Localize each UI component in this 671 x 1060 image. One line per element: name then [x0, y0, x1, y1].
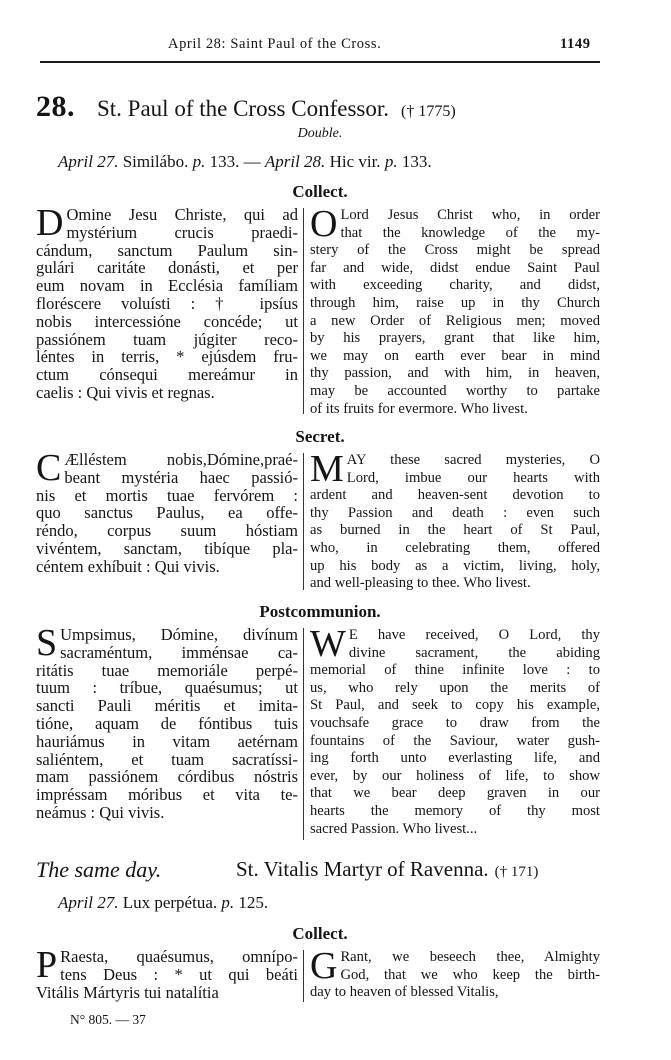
text-line: that we bear deep graven in our — [310, 785, 600, 802]
same-day-death-year: († 171) — [494, 864, 539, 880]
text-line: sacraméntum, imménsae ca- — [60, 642, 298, 662]
text-line: by his prayers, grant that like him, — [310, 330, 600, 347]
same-day-saint — [236, 857, 538, 882]
text-line: floréscere voluísti : † ipsíus — [36, 293, 298, 313]
column-divider — [303, 628, 304, 840]
text-line: mystérium crucis praedi- — [66, 222, 298, 242]
text-line: hearts the memory of thy most — [310, 802, 600, 819]
text-line: passiónem tuam júgiter reco- — [36, 329, 298, 349]
collect2-latin — [36, 944, 298, 1002]
column-divider — [303, 453, 304, 590]
text-line: quo sanctus Paulus, ea offe- — [36, 503, 298, 523]
text-line: memorial of thine infinite love : to — [310, 662, 600, 679]
text-line: Raesta, quaésumus, omnípo- — [60, 947, 298, 966]
text-line: thy Passion and death : even such — [310, 504, 600, 521]
text-line: ardent and heaven-sent devotion to — [310, 487, 600, 504]
text-line: Ælléstem nobis,Dómine,praé- — [64, 450, 298, 469]
text-line: ritátis tuae memoriále perpé- — [36, 660, 298, 680]
drop-capital: W — [310, 623, 346, 665]
postcommunion-title: Postcommunion. — [259, 602, 381, 621]
drop-capital: S — [36, 622, 58, 664]
text-line: saliéntem, et tuam sacratíssi- — [36, 749, 298, 769]
collect2-english — [310, 945, 600, 1002]
running-head-title: April 28: Saint Paul of the Cross. — [168, 36, 382, 52]
text-line: stery of the Cross might be spread — [310, 242, 600, 259]
text-line: Lord Jesus Christ who, in order — [340, 207, 600, 223]
drop-capital: M — [310, 448, 344, 490]
text-line: day to heaven of blessed Vitalis, — [310, 984, 499, 1001]
text-line: us, who rely upon the merits of — [310, 679, 600, 696]
text-line: neámus : Qui vivis. — [36, 802, 165, 822]
ref-date-1: April 27. — [58, 152, 119, 171]
text-line: Vitális Mártyris tui natalítia — [36, 982, 219, 1002]
same-day-ref-page: 125. — [238, 893, 269, 912]
feast-number: 28. — [36, 90, 75, 123]
same-day-name: St. Vitalis Martyr of Ravenna. — [236, 857, 489, 881]
feast-death-year: († 1775) — [400, 103, 456, 120]
text-line: ing forth unto everlasting life, and — [310, 750, 600, 767]
text-line: Lord, imbue our hearts with — [346, 469, 600, 486]
text-line: réndo, corpus suum hóstiam — [36, 521, 298, 541]
same-day-ref-p: p. — [221, 893, 235, 912]
feast-name: St. Paul of the Cross Confessor. — [97, 96, 389, 121]
column-divider — [303, 208, 304, 414]
text-line: cándum, sanctum Paulum sin- — [36, 240, 298, 260]
text-line: a new Order of Religious men; moved — [310, 312, 600, 329]
ref-p-1: p. — [192, 152, 206, 171]
feast-heading — [36, 90, 606, 124]
secret-latin — [36, 447, 298, 576]
collect2-title: Collect. — [292, 924, 348, 943]
text-line: nis et mortis tuae fervórem : — [36, 485, 298, 505]
column-divider — [303, 950, 304, 1002]
ref-p-2: p. — [384, 152, 398, 171]
ref-page-1: 133. — [209, 152, 240, 171]
text-line: vouchsafe grace to draw from the — [310, 714, 600, 731]
same-day-ref-date: April 27. — [58, 893, 119, 912]
drop-capital: G — [310, 945, 338, 987]
same-day-reference — [58, 893, 268, 913]
text-line: Umpsimus, Dómine, divínum — [60, 625, 298, 644]
text-line: impréssam móribus et vita te- — [36, 785, 298, 805]
same-day-heading — [36, 857, 606, 883]
ref-text-1: Similábo. — [122, 152, 189, 171]
text-line: and well-pleasing to thee. Who livest. — [310, 575, 531, 592]
same-day-label: The same day. — [36, 857, 162, 882]
text-line: far and wide, didst endue Saint Paul — [310, 259, 600, 276]
text-line: Omine Jesu Christe, qui ad — [66, 205, 298, 224]
ref-dash: — — [243, 152, 261, 171]
collect-latin — [36, 202, 298, 402]
collect-title: Collect. — [292, 182, 348, 201]
header-rule — [40, 61, 600, 63]
text-line: beant mystéria haec passió- — [64, 467, 298, 487]
same-day-ref-text: Lux perpétua. — [122, 893, 218, 912]
postcommunion-english — [310, 623, 600, 838]
text-line: may be accounted worthy to partake — [310, 382, 600, 399]
text-line: fountains of the Saviour, water gush- — [310, 732, 600, 749]
text-line: nobis intercessióne concéde; ut — [36, 311, 298, 331]
text-line: thy passion, and with him, in heaven, — [310, 365, 600, 382]
text-line: of its fruits for evermore. Who livest. — [310, 400, 528, 417]
collect-english — [310, 203, 600, 418]
text-line: vivéntem, sanctam, tibíque pla- — [36, 538, 298, 558]
text-line: caelis : Qui vivis et regnas. — [36, 382, 215, 402]
ref-date-2: April 28. — [264, 152, 326, 171]
text-line: St Paul, and seek to copy his example, — [310, 697, 600, 714]
text-line: ctum cónsequi mereámur in — [36, 365, 298, 385]
drop-capital: D — [36, 202, 64, 244]
text-line: eum novam in Ecclésia famíliam — [36, 276, 298, 296]
text-line: as burned in the heart of St Paul, — [310, 522, 600, 539]
drop-capital: C — [36, 447, 62, 489]
text-line: God, that we who keep the birth- — [340, 966, 600, 983]
text-line: tens Deus : * ut qui beáti — [60, 964, 298, 984]
postcommunion-latin — [36, 622, 298, 822]
text-line: through him, raise up in thy Church — [310, 294, 600, 311]
text-line: up his body as a victim, living, holy, — [310, 557, 600, 574]
text-line: AY these sacred mysteries, O — [346, 452, 600, 468]
text-line: sacred Passion. Who livest... — [310, 820, 478, 837]
text-line: that the knowledge of the my- — [340, 224, 600, 241]
text-line: céntem exhíbuit : Qui vivis. — [36, 556, 220, 576]
ref-page-2: 133. — [401, 152, 432, 171]
text-line: we may on earth ever bear in mind — [310, 347, 600, 364]
text-line: divine sacrament, the abiding — [348, 644, 600, 661]
text-line: with exceeding charity, and didst, — [310, 277, 600, 294]
secret-title: Secret. — [295, 427, 345, 446]
text-line: who, in celebrating them, offered — [310, 539, 600, 556]
text-line: sancti Pauli méritis et imita- — [36, 696, 298, 716]
text-line: tuum : tríbue, quaésumus; ut — [36, 678, 298, 698]
text-line: tióne, aquam de fóntibus tuis — [36, 713, 298, 733]
text-line: mam passiónem córdibus nóstris — [36, 767, 298, 787]
feast-rank: Double. — [297, 126, 343, 141]
text-line: E have received, O Lord, thy — [348, 627, 600, 643]
drop-capital: O — [310, 203, 338, 245]
secret-english — [310, 448, 600, 593]
text-line: hauriámus in vitam aetérnam — [36, 731, 298, 751]
reference-line — [58, 152, 432, 172]
text-line: ever, by our holiness of life, to show — [310, 767, 600, 784]
page-number: 1149 — [560, 36, 591, 52]
drop-capital: P — [36, 944, 58, 986]
text-line: léntes in terris, * ejúsdem fru- — [36, 347, 298, 367]
text-line: Rant, we beseech thee, Almighty — [340, 949, 600, 965]
footer-signature: N° 805. — 37 — [70, 1012, 146, 1027]
text-line: gulári caritáte donásti, et per — [36, 258, 298, 278]
ref-text-2: Hic vir. — [329, 152, 381, 171]
